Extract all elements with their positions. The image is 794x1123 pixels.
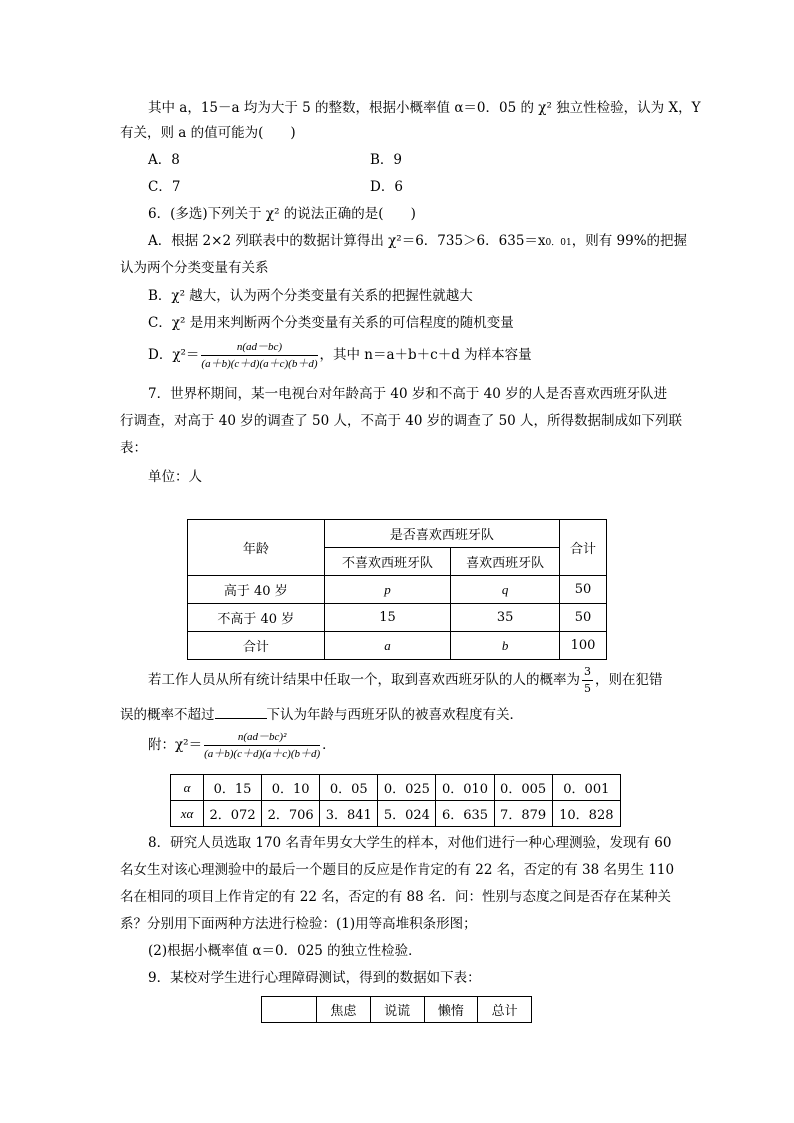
header-age: 年龄 [188,520,325,576]
q7-after-post: ，则在犯错 [595,672,663,688]
header-like: 喜欢西班牙队 [451,548,560,576]
header-anxiety: 焦虑 [317,997,371,1023]
cell: q [451,576,560,604]
table-row [188,604,607,632]
alpha-label: α [171,775,204,801]
q6-option-a-line1 [148,231,687,253]
q6-option-d-post: ，其中 n＝a＋b＋c＋d 为样本容量 [319,347,532,363]
fraction-denominator: (a＋b)(c＋d)(a＋c)(b＋d) [204,748,321,760]
q7-unit: 单位：人 [148,469,202,485]
q7-after2-pre: 误的概率不超过 [120,707,215,723]
fraction-denominator: 5 [584,682,591,695]
q7-after2-post: 下认为年龄与西班牙队的被喜欢程度有关． [266,707,523,723]
header-lying: 说谎 [370,997,424,1023]
q6-option-c: C．χ² 是用来判断两个分类变量有关系的可信程度的随机变量 [148,315,514,331]
cell: 100 [560,632,607,660]
row-label: 不高于 40 岁 [188,604,325,632]
q6-option-a-end: ，则有 99%的把握 [571,233,688,249]
cell: 10．828 [552,801,620,827]
q7-line3: 表： [120,440,147,456]
header-total: 合计 [560,520,607,576]
q8-line1: 8．研究人员选取 170 名青年男女大学生的样本，对他们进行一种心理测验，发现有 60 [148,835,672,851]
q6-option-a-subscript: 0．01 [545,238,572,248]
q8-line3: 名在相同的项目上作肯定的有 22 名，否定的有 88 名．问：性别与态度之间是否存在某种关 [120,889,672,905]
header-total: 总计 [478,997,532,1023]
q8-line4: 系？分别用下面两种方法进行检验：(1)用等高堆积条形图； [120,916,477,932]
cell: b [451,632,560,660]
cell: 0．010 [436,775,494,801]
fraction-numerator: n(ad－bc) [201,340,317,356]
critical-value-table [170,774,621,827]
cell: 0．005 [494,775,552,801]
fraction-numerator: 3 [582,665,593,681]
table-row [171,775,621,801]
q8-line5: (2)根据小概率值 α＝0．025 的独立性检验． [148,943,422,959]
q5-line2: 有关，则 a 的值可能为( ) [120,125,296,141]
q7-contingency-table [187,519,607,660]
answer-blank[interactable] [215,704,267,719]
header-dislike: 不喜欢西班牙队 [324,548,451,576]
header-blank [262,997,317,1023]
q6-stem: 6．(多选)下列关于 χ² 的说法正确的是( ) [148,206,416,222]
cell: 7．879 [494,801,552,827]
cell: 3．841 [320,801,378,827]
cell: 0．10 [262,775,320,801]
appendix-post: ． [322,737,336,753]
fraction-denominator: (a＋b)(c＋d)(a＋c)(b＋d) [201,358,318,370]
cell: 2．706 [262,801,320,827]
cell: 50 [560,604,607,632]
q5-option-a: A．8 [148,152,180,168]
x-alpha-label: xα [171,801,204,827]
q6-option-b: B．χ² 越大，认为两个分类变量有关系的把握性就越大 [148,288,473,304]
cell: 0．15 [204,775,262,801]
table-row [188,576,607,604]
q7-line1: 7．世界杯期间，某一电视台对年龄高于 40 岁和不高于 40 岁的人是否喜欢西班牙队进 [148,386,668,402]
probability-fraction [582,665,593,696]
q6-option-a-line2: 认为两个分类变量有关系 [120,260,269,276]
q9-table [261,996,532,1023]
q6-option-a-text: A．根据 2×2 列联表中的数据计算得出 χ²＝6．735＞6．635＝x [148,233,546,249]
cell: 0．025 [378,775,436,801]
header-group: 是否喜欢西班牙队 [324,520,559,548]
q5-option-d: D．6 [370,179,403,195]
q5-option-c: C．7 [148,179,181,195]
q7-line2: 行调查，对高于 40 岁的调查了 50 人，不高于 40 岁的调查了 50 人，所得数据制成如下列联 [120,413,683,429]
appendix-pre: 附：χ²＝ [148,737,203,753]
q7-after-line1 [148,663,663,697]
q9-line1: 9．某校对学生进行心理障碍测试，得到的数据如下表： [148,970,481,986]
cell: p [324,576,451,604]
q5-option-b: B．9 [370,152,403,168]
q8-line2: 名女生对该心理测验中的最后一个题目的反应是作肯定的有 22 名，否定的有 38 名男生 110 [120,862,675,878]
cell: 15 [324,604,451,632]
row-label: 合计 [188,632,325,660]
cell: 5．024 [378,801,436,827]
cell: 2．072 [204,801,262,827]
q6-option-d-fraction [201,340,317,371]
fraction-numerator: n(ad－bc)² [204,730,320,746]
cell: a [324,632,451,660]
table-row [188,632,607,660]
cell: 0．05 [320,775,378,801]
table-row [171,801,621,827]
q6-option-d-pre: D．χ²＝ [148,347,200,363]
q7-after-line2 [120,704,523,725]
header-laziness: 懒惰 [424,997,478,1023]
q7-appendix [148,728,336,762]
table-row [262,997,532,1023]
cell: 6．635 [436,801,494,827]
cell: 50 [560,576,607,604]
q7-after-pre: 若工作人员从所有统计结果中任取一个，取到喜欢西班牙队的人的概率为 [148,672,580,688]
cell: 35 [451,604,560,632]
cell: 0．001 [552,775,620,801]
appendix-fraction [204,730,320,761]
row-label: 高于 40 岁 [188,576,325,604]
q5-line1: 其中 a，15－a 均为大于 5 的整数，根据小概率值 α＝0．05 的 χ² 独立性检验，认为 X，Y [148,100,701,116]
q6-option-d [148,338,532,372]
